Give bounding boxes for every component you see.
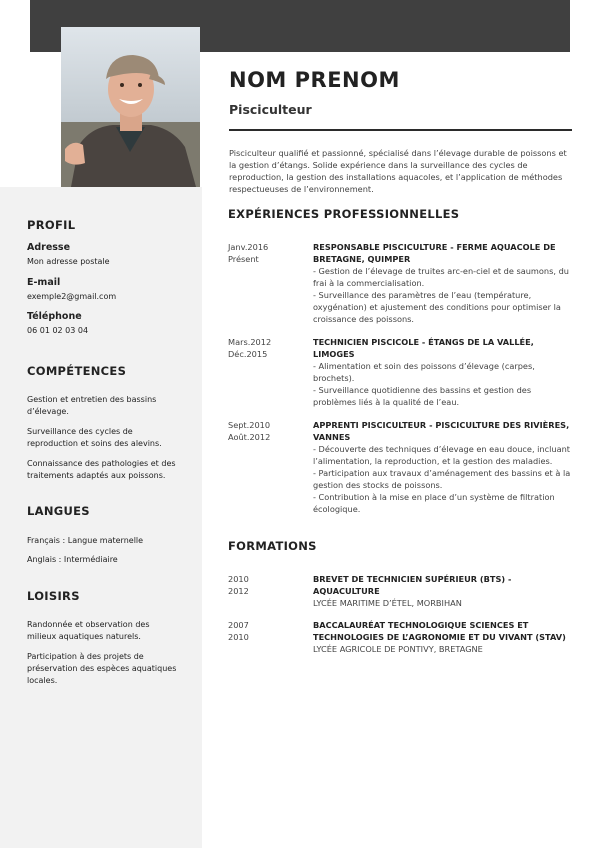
email-label: E-mail — [27, 277, 61, 288]
entry-detail: - Découverte des techniques d’élevage en eau douce, incluant l’alimentation, la reproduction, et la gestion des maladies. — [313, 444, 571, 466]
language-item: Français : Langue maternelle — [27, 536, 144, 545]
hobby-item: Participation à des projets de préservation des espèces aquatiques locales. — [27, 652, 177, 685]
entry-dates — [228, 619, 308, 643]
entry-dates — [228, 336, 308, 360]
date-end: Déc.2015 — [228, 349, 268, 359]
email-value[interactable]: exemple2@gmail.com — [27, 292, 117, 301]
entry-body — [313, 336, 573, 408]
entry-school: LYCÉE MARITIME D’ÉTEL, MORBIHAN — [313, 598, 462, 608]
entry-school: LYCÉE AGRICOLE DE PONTIVY, BRETAGNE — [313, 644, 483, 654]
entry-detail: - Surveillance quotidienne des bassins et gestion des problèmes liés à la qualité de l’eau. — [313, 385, 532, 407]
job-title: Pisciculteur — [229, 102, 312, 117]
entry-title: BREVET DE TECHNICIEN SUPÉRIEUR (BTS) - AQUACULTURE — [313, 574, 512, 596]
date-start: 2010 — [228, 574, 249, 584]
entry-detail: - Surveillance des paramètres de l’eau (température, oxygénation) et ajustement des conditions pour optimiser la croissance des poissons. — [313, 290, 561, 324]
entry-dates — [228, 241, 308, 265]
entry-body — [313, 241, 573, 325]
entry-dates — [228, 419, 308, 443]
entry-title: BACCALAURÉAT TECHNOLOGIQUE SCIENCES ET TECHNOLOGIES DE L’AGRONOMIE ET DU VIVANT (STAV) — [313, 620, 566, 642]
entry-detail: - Alimentation et soin des poissons d’élevage (carpes, brochets). — [313, 361, 535, 383]
entry-detail: - Contribution à la mise en place d’un système de filtration écologique. — [313, 492, 555, 514]
entry-detail: - Gestion de l’élevage de truites arc-en-ciel et de saumons, du frai à la commercialisation. — [313, 266, 569, 288]
hobby-item: Randonnée et observation des milieux aquatiques naturels. — [27, 620, 150, 641]
date-end: Août.2012 — [228, 432, 271, 442]
hobbies-heading: LOISIRS — [27, 589, 80, 603]
entry-body — [313, 419, 573, 515]
skills-heading: COMPÉTENCES — [27, 364, 127, 378]
entry-detail: - Participation aux travaux d’aménagement des bassins et à la gestion des stocks de poissons. — [313, 468, 571, 490]
entry-body — [313, 619, 573, 655]
phone-value: 06 01 02 03 04 — [27, 326, 89, 335]
entry-title: RESPONSABLE PISCICULTURE - FERME AQUACOLE DE BRETAGNE, QUIMPER — [313, 242, 556, 264]
skill-item: Surveillance des cycles de reproduction et soins des alevins. — [27, 427, 162, 448]
phone-label: Téléphone — [27, 311, 82, 322]
address-value: Mon adresse postale — [27, 257, 110, 266]
entry-body — [313, 573, 573, 609]
address-label: Adresse — [27, 242, 71, 253]
experience-heading: EXPÉRIENCES PROFESSIONNELLES — [228, 207, 460, 221]
education-heading: FORMATIONS — [228, 539, 317, 553]
date-end: 2012 — [228, 586, 249, 596]
date-start: Sept.2010 — [228, 420, 271, 430]
entry-title: APPRENTI PISCICULTEUR - PISCICULTURE DES RIVIÈRES, VANNES — [313, 420, 570, 442]
entry-title: TECHNICIEN PISCICOLE - ÉTANGS DE LA VALLÉE, LIMOGES — [313, 337, 534, 359]
date-start: Mars.2012 — [228, 337, 272, 347]
profile-summary: Pisciculteur qualifié et passionné, spécialisé dans l’élevage durable de poissons et la gestion d’étangs. Solide expérience dans la surveillance des cycles de reproduction, la gestion des installations aquacoles, et l’application de méthodes respectueuses de l’environnement. — [229, 148, 567, 194]
skill-item: Connaissance des pathologies et des traitements adaptés aux poissons. — [27, 459, 176, 480]
profile-heading: PROFIL — [27, 218, 76, 232]
language-item: Anglais : Intermédiaire — [27, 555, 118, 564]
date-end: 2010 — [228, 632, 249, 642]
profile-photo — [61, 27, 200, 187]
entry-dates — [228, 573, 308, 597]
candidate-name: NOM PRENOM — [229, 68, 400, 92]
skill-item: Gestion et entretien des bassins d’élevage. — [27, 395, 157, 416]
date-start: Janv.2016 — [228, 242, 269, 252]
languages-heading: LANGUES — [27, 504, 90, 518]
date-start: 2007 — [228, 620, 249, 630]
date-end: Présent — [228, 254, 259, 264]
header-divider — [229, 129, 572, 131]
